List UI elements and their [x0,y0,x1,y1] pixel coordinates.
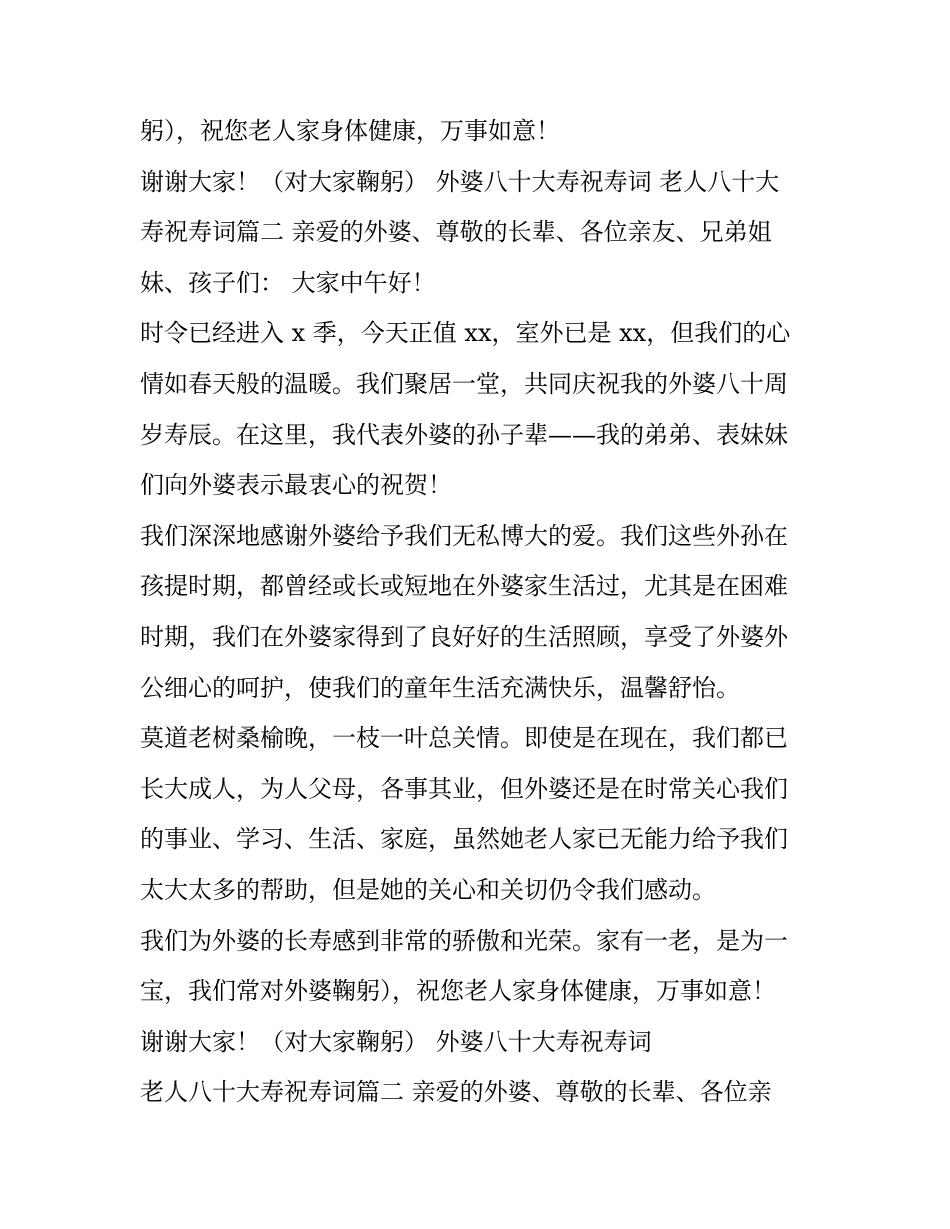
text-line: 我们为外婆的长寿感到非常的骄傲和光荣。家有一老，是为一 [140,926,788,955]
text-line: 的事业、学习、生活、家庭，虽然她老人家已无能力给予我们 [140,825,788,854]
text-line: 太大太多的帮助，但是她的关心和关切仍令我们感动。 [140,875,716,904]
text-line: 谢谢大家！（对大家鞠躬） 外婆八十大寿祝寿词 老人八十大 [140,167,780,196]
text-line: 我们深深地感谢外婆给予我们无私博大的爱。我们这些外孙在 [140,521,788,550]
text-line: 孩提时期，都曾经或长或短地在外婆家生活过，尤其是在困难 [140,572,788,601]
text-line: 莫道老树桑榆晚，一枝一叶总关情。即使是在现在，我们都已 [140,724,788,753]
text-line: 岁寿辰。在这里，我代表外婆的孙子辈——我的弟弟、表妹妹 [140,420,788,449]
text-line: 躬），祝您老人家身体健康，万事如意！ [140,117,560,145]
text-line: 谢谢大家！（对大家鞠躬） 外婆八十大寿祝寿词 [140,1027,652,1056]
text-line: 宝，我们常对外婆鞠躬），祝您老人家身体健康，万事如意！ [140,977,776,1006]
text-line: 妹、孩子们： 大家中午好！ [140,268,436,297]
text-line: 时令已经进入 x 季，今天正值 xx，室外已是 xx，但我们的心 [140,319,791,348]
text-line: 长大成人，为人父母，各事其业，但外婆还是在时常关心我们 [140,774,788,803]
text-line: 时期，我们在外婆家得到了良好好的生活照顾，享受了外婆外 [140,622,788,651]
text-line: 老人八十大寿祝寿词篇二 亲爱的外婆、尊敬的长辈、各位亲 [140,1078,772,1107]
document-body [140,106,820,1118]
text-line: 们向外婆表示最衷心的祝贺！ [140,471,452,500]
text-line: 情如春天般的温暖。我们聚居一堂，共同庆祝我的外婆八十周 [140,369,788,398]
text-line: 寿祝寿词篇二 亲爱的外婆、尊敬的长辈、各位亲友、兄弟姐 [140,218,772,247]
text-line: 公细心的呵护，使我们的童年生活充满快乐，温馨舒怡。 [140,673,740,702]
